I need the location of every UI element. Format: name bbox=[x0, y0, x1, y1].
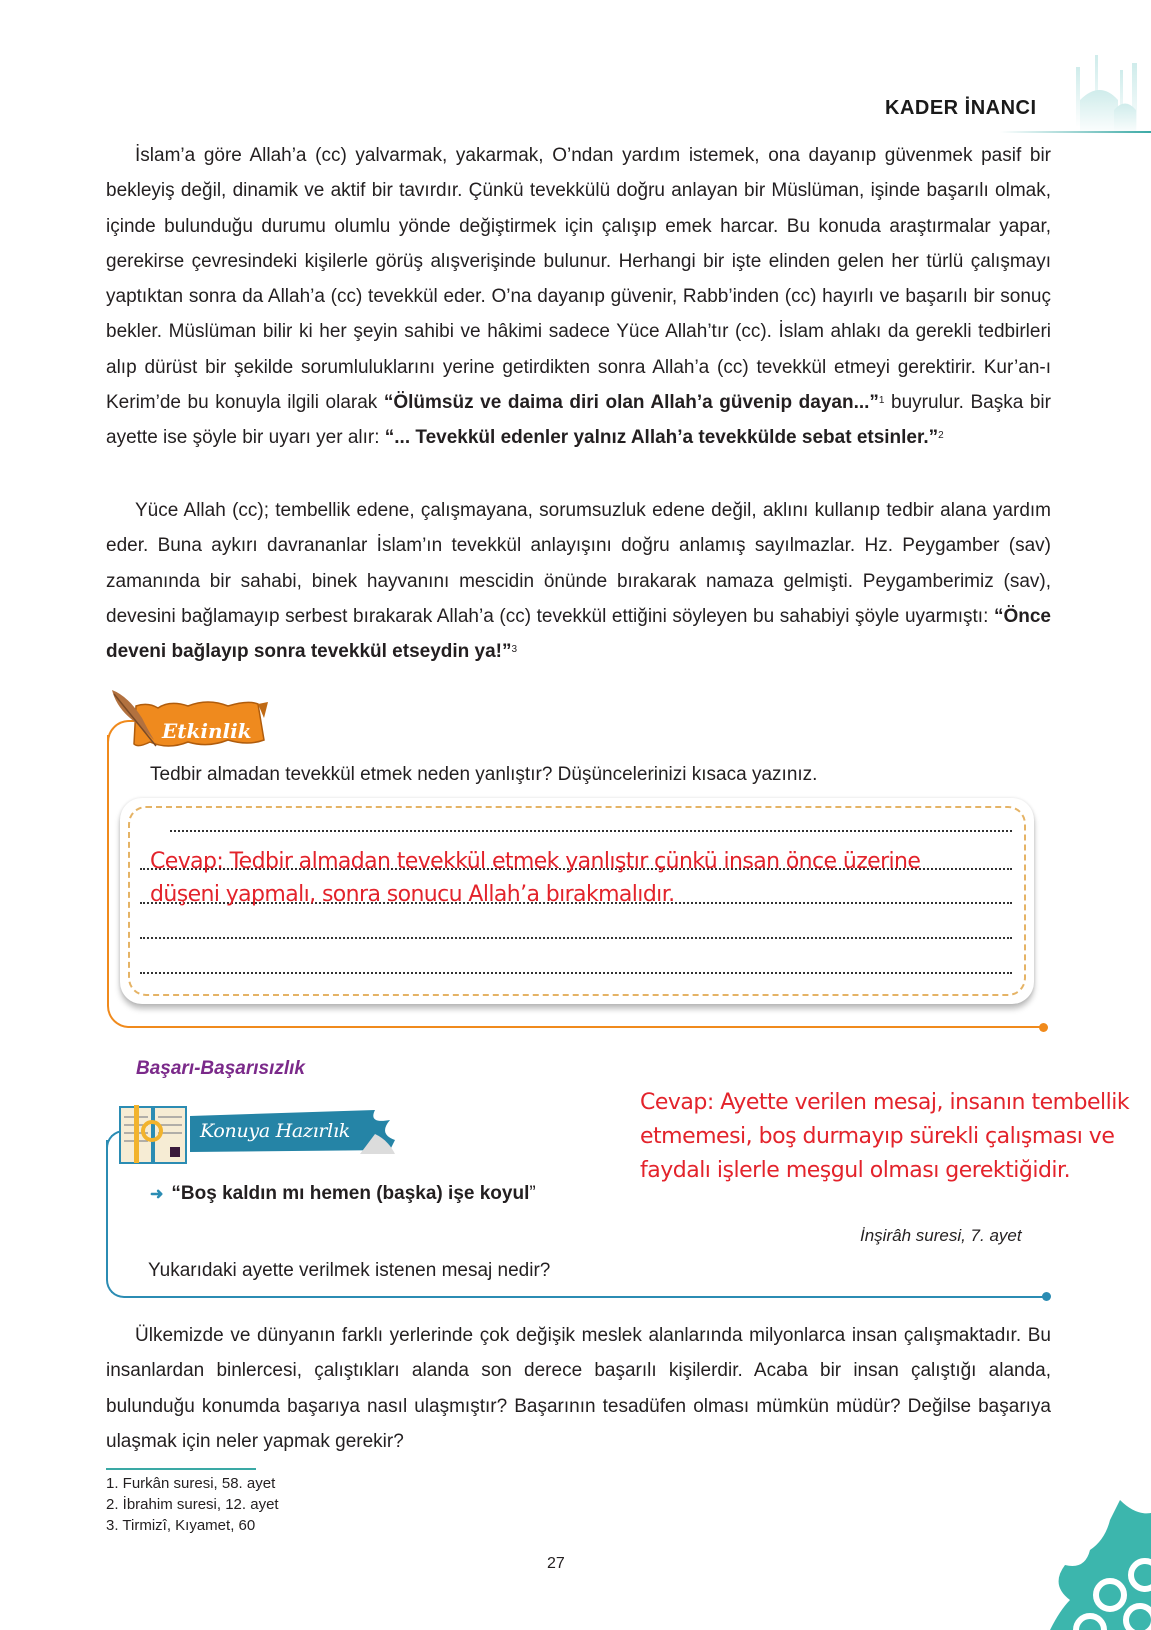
activity-badge-label: Etkinlik bbox=[162, 719, 252, 743]
footnotes bbox=[106, 1473, 279, 1536]
preparation-badge-label: Konuya Hazırlık bbox=[200, 1120, 350, 1142]
activity-frame-end-dot bbox=[1039, 1023, 1048, 1032]
activity-question: Tedbir almadan tevekkül etmek neden yanlıştır? Düşüncelerinizi kısaca yazınız. bbox=[150, 764, 818, 785]
page-number: 27 bbox=[547, 1555, 565, 1572]
footnote-rule bbox=[106, 1468, 256, 1470]
body-paragraph-1 bbox=[106, 138, 1051, 456]
verse-open-quote: “ bbox=[171, 1183, 181, 1204]
section-title: Başarı-Başarısızlık bbox=[136, 1058, 305, 1079]
footnote-ref-3[interactable]: 3 bbox=[511, 644, 518, 656]
floral-ornament-icon bbox=[1050, 1500, 1151, 1630]
writing-line-1[interactable] bbox=[170, 830, 1012, 832]
header-rule bbox=[1000, 131, 1151, 133]
preparation-frame-end-dot bbox=[1042, 1292, 1051, 1301]
paragraph-text: Ülkemizde ve dünyanın farklı yerlerinde çok değişik meslek alanlarında milyonlarca insan çalışmaktadır. Bu insanlardan binlercesi, çalıştıkları alanda son derece başarılı kişilerdir. Acaba bir insan çalıştığı alanda, bulunduğu konumda başarıya nasıl ulaşmıştır? Başarının tesadüfen olması mümkün müdür? Değilse başarıya ulaşmak için neler yapmak gerekir? bbox=[106, 1325, 1051, 1452]
paragraph-text: İslam’a göre Allah’a (cc) yalvarmak, yakarmak, O’ndan yardım istemek, ona dayanıp güvenmek pasif bir bekleyiş değil, dinamik ve aktif bir tavırdır. Çünkü tevekkülü doğru anlayan bir Müslüman, işinde başarılı olmak, içinde bulunduğu durumu olumlu yönde değiştirmek için çalışıp emek harcar. Bu konuda araştırmalar yapar, gerekirse çevresindeki kişilerle görüş alışverişinde bulunur. Herhangi bir işte elinden gelen her türlü çalışmayı yaptıktan sonra da Allah’a (cc) tevekkül eder. O’na dayanıp güvenir, Rabb’inden (cc) hayırlı ve başarılı bir sonuç bekler. Müslüman bilir ki her şeyin sahibi ve hâkimi sadece Yüce Allah’tır (cc). İslam ahlakı da gerekli tedbirleri alıp dürüst bir şekilde sorumluluklarını yerine getirdikten sonra Allah’a (cc) tevekkül etmeyi gerektirir. Kur’an-ı Kerim’de bu konuyla ilgili olarak bbox=[106, 145, 1051, 414]
activity-answer: Cevap: Tedbir almadan tevekkül etmek yanlıştır çünkü insan önce üzerine düşeni yapmalı, sonra sonucu Allah’a bırakmalıdır. bbox=[150, 849, 921, 907]
verse-text: Boş kaldın mı hemen (başka) işe koyul bbox=[180, 1183, 530, 1204]
quote-hadith: “Önce deveni bağlayıp sonra tevekkül etseydin ya!” bbox=[106, 605, 1051, 663]
arrow-bullet-icon: ➜ bbox=[150, 1186, 164, 1203]
body-paragraph-3 bbox=[106, 1318, 1051, 1459]
footnote-ref-1[interactable]: 1 bbox=[878, 395, 885, 407]
chapter-title: KADER İNANCI bbox=[885, 97, 1037, 119]
verse-reference: İnşirâh suresi, 7. ayet bbox=[860, 1226, 1022, 1245]
footnote-1: 1. Furkân suresi, 58. ayet bbox=[106, 1475, 276, 1492]
preparation-answer: Cevap: Ayette verilen mesaj, insanın tembellik etmemesi, boş durmayıp sürekli çalışması ve faydalı işlerle meşgul olması gerektiğidir. bbox=[640, 1090, 1130, 1183]
quote-ibrahim: “... Tevekkül edenler yalnız Allah’a tevekkülde sebat etsinler.” bbox=[384, 427, 939, 449]
preparation-question: Yukarıdaki ayette verilmek istenen mesaj nedir? bbox=[148, 1260, 551, 1281]
footnote-3: 3. Tirmizî, Kıyamet, 60 bbox=[106, 1517, 256, 1534]
paragraph-text: buyrulur. Başka bir ayette ise şöyle bir uyarı yer alır: bbox=[106, 392, 1051, 449]
body-paragraph-2 bbox=[106, 493, 1051, 669]
paragraph-text: Yüce Allah (cc); tembellik edene, çalışmayana, sorumsuzluk edene değil, aklını kullanıp tedbir alana yardım eder. Buna aykırı davrananlar İslam’ın tevekkül anlayışını doğru anlamış sayılmazlar. Hz. Peygamber (sav) zamanında bir sahabi, binek hayvanını mescidin önünde bırakarak namaza gelmişti. Peygamberimiz (sav), devesini bağlamayıp serbest bırakarak Allah’a (cc) tevekkül ettiğini söyleyen bu sahabiyi şöyle uyarmıştı: bbox=[106, 500, 1051, 627]
footnote-ref-2[interactable]: 2 bbox=[938, 430, 944, 442]
open-book-icon bbox=[118, 1103, 190, 1169]
writing-line-4[interactable] bbox=[140, 937, 1012, 939]
writing-line-5[interactable] bbox=[140, 972, 1012, 974]
mosque-silhouette-icon bbox=[1070, 55, 1151, 135]
quote-furkan: “Ölümsüz ve daima diri olan Allah’a güvenip dayan...” bbox=[383, 392, 879, 414]
verse-close-quote: ” bbox=[529, 1183, 536, 1204]
footnote-2: 2. İbrahim suresi, 12. ayet bbox=[106, 1496, 279, 1513]
verse-line bbox=[150, 1183, 536, 1205]
